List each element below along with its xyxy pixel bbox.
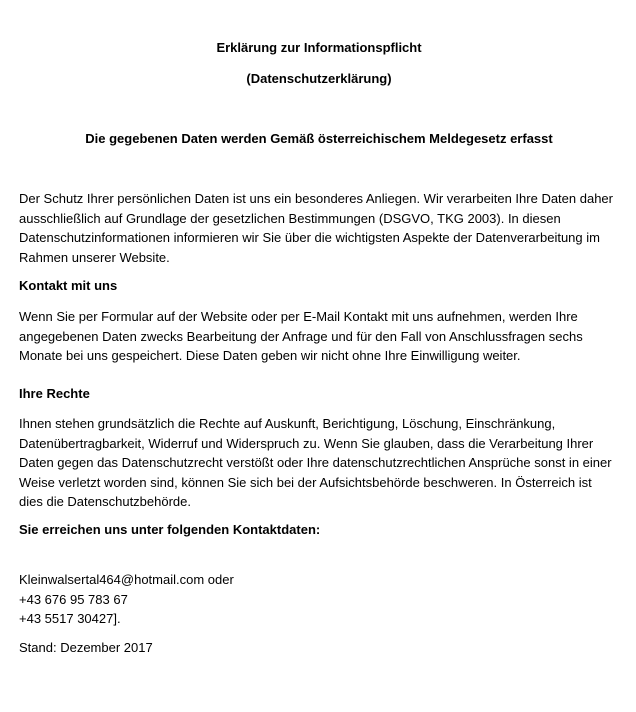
- contact-email-line: Kleinwalsertal464@hotmail.com oder: [19, 572, 234, 587]
- intro-paragraph: Der Schutz Ihrer persönlichen Daten ist uns ein besonderes Anliegen. Wir verarbeiten Ihre Daten daher ausschließlich auf Grundlage der gesetzlichen Bestimmungen (DSGVO, TKG 2003). In diesen Datenschutzinformationen informieren wir Sie über die wichtigsten Aspekte der Datenverarbeitung im Rahmen unserer Website.: [19, 191, 613, 265]
- section-heading-kontaktdaten: Sie erreichen uns unter folgenden Kontaktdaten:: [19, 522, 321, 537]
- contact-phone-1: +43 676 95 783 67: [19, 591, 128, 607]
- section-text-rechte: Ihnen stehen grundsätzlich die Rechte auf Auskunft, Berichtigung, Löschung, Einschränkung, Datenübertragbarkeit, Widerruf und Widerspruch zu. Wenn Sie glauben, dass die Verarbeitung Ihrer Daten gegen das Datenschutzrecht verstößt oder Ihre datenschutzrechtlichen Ansprüche sonst in einer Weise verletzt worden sind, können Sie sich bei der Aufsichtsbehörde beschweren. In Österreich ist dies die Datenschutzbehörde.: [19, 416, 612, 509]
- section-heading-kontakt: Kontakt mit uns: [19, 278, 118, 293]
- document-title-subline: (Datenschutzerklärung): [246, 71, 392, 86]
- section-heading-rechte: Ihre Rechte: [19, 386, 90, 401]
- contact-block: [19, 570, 234, 629]
- document-title: Erklärung zur Informationspflicht: [216, 40, 422, 55]
- document-subtitle: Die gegebenen Daten werden Gemäß österreichischem Meldegesetz erfasst: [85, 131, 553, 146]
- contact-phone-2: +43 5517 30427].: [19, 611, 121, 626]
- section-text-kontakt: Wenn Sie per Formular auf der Website oder per E-Mail Kontakt mit uns aufnehmen, werden Ihre angegebenen Daten zwecks Bearbeitung der Anfrage und für den Fall von Anschlussfragen sechs Monate bei uns gespeichert. Diese Daten geben wir nicht ohne Ihre Einwilligung weiter.: [19, 309, 583, 363]
- stand-date: Stand: Dezember 2017: [19, 640, 153, 655]
